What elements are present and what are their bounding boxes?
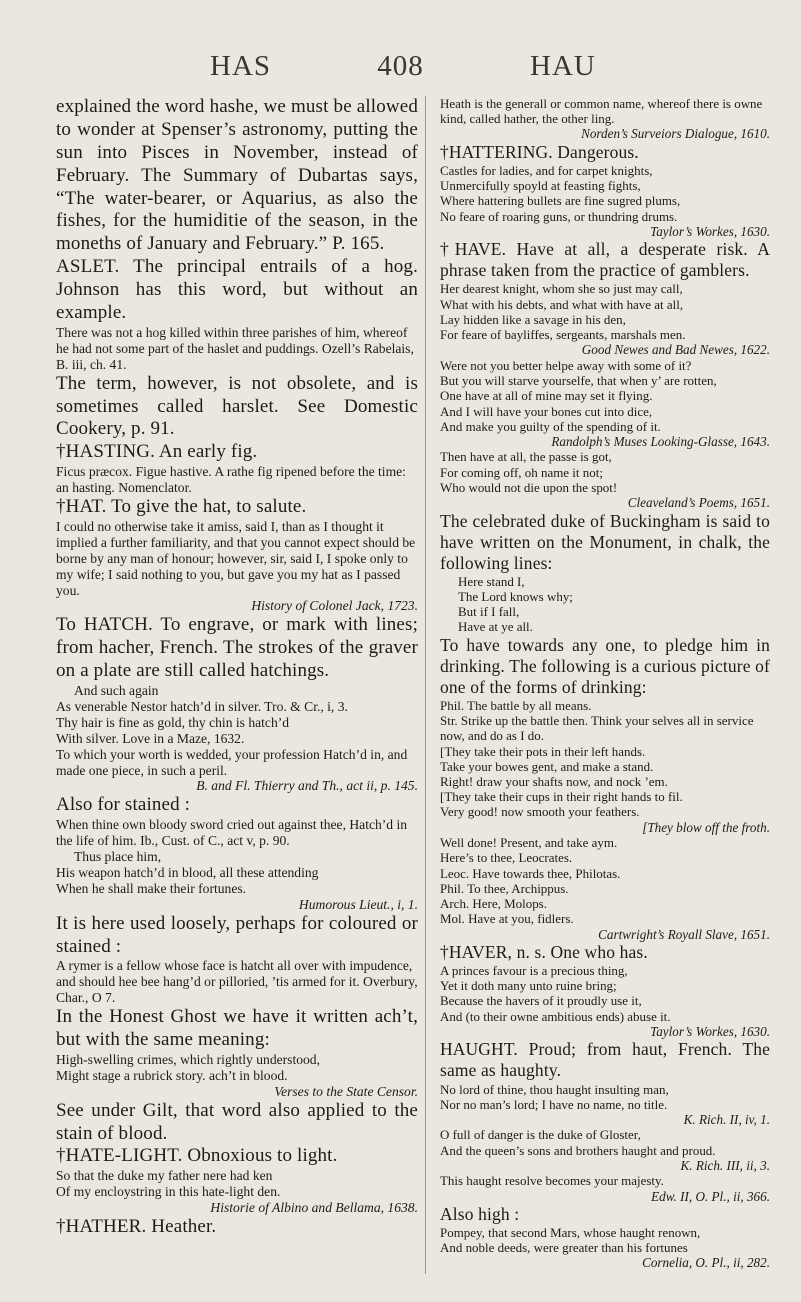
quotation-line: Here stand I, [458,573,525,589]
quotation-line: [They take their pots in their left hands. [440,743,646,759]
quotation-line: Phil. To thee, Archippus. [440,880,569,896]
entry-paragraph: It is here used loosely, perhaps for coloured or stained : [56,912,418,957]
quotation-line: High-swelling crimes, which rightly understood, [56,1051,320,1067]
citation: [They blow off the froth. [642,819,770,835]
header-right-guideword: HAU [530,50,596,82]
entry-paragraph: To have towards any one, to pledge him in drinking. The following is a curious picture of one of the forms of drinking: [440,634,770,697]
quotation-line: Then have at all, the passe is got, [440,449,612,465]
entry-paragraph: ASLET. The principal entrails of a hog. Johnson has this word, but without an example. [56,256,418,324]
quotation-line: And noble deeds, were greater than his fortunes [440,1240,688,1256]
quotation-line: A rymer is a fellow whose face is hatcht all over with impudence, and should hee bee hang’d or pilloried, ’tis armed for it. Overbury, Char., O 7. [56,958,418,1006]
quotation-line: With silver. Love in a Maze, 1632. [56,730,245,746]
quotation-line: For coming off, oh name it not; [440,464,603,480]
quotation-line: Might stage a rubrick story. ach’t in blood. [56,1067,288,1083]
quotation-line: What with his debts, and what with have at all, [440,296,684,312]
quotation-line: But if I fall, [458,604,520,620]
quotation-line: And the queen’s sons and brothers haught and proud. [440,1142,716,1158]
quotation-line: Thy hair is fine as gold, thy chin is hatch’d [56,714,290,730]
quotation-line: When he shall make their fortunes. [56,880,247,896]
citation: Cornelia, O. Pl., ii, 282. [642,1255,770,1271]
citation: History of Colonel Jack, 1723. [251,598,418,614]
entry-paragraph: explained the word hashe, we must be allowed to wonder at Spenser’s astronomy, putting the sun into Pisces in November, instead of February. The Summary of Dubartas says, “The water-bearer, or Aquarius, as also the fishes, for the humiditie of the season, in the moneths of January and February.” P. 165. [56,96,418,255]
quotation-line: No lord of thine, thou haught insulting man, [440,1081,669,1097]
entry-paragraph: †HAVER, n. s. One who has. [440,941,648,962]
entry-paragraph: HAUGHT. Proud; from haut, French. The same as haughty. [440,1039,770,1081]
quotation-line: As venerable Nestor hatch’d in silver. Tro. & Cr., i, 3. [56,698,348,714]
citation: Good Newes and Bad Newes, 1622. [581,342,770,358]
quotation-line: O full of danger is the duke of Gloster, [440,1127,641,1143]
quotation-line: Were not you better helpe away with some of it? [440,357,692,373]
quotation-line: Str. Strike up the battle then. Think your selves all in service now, and do as I do. [440,713,754,744]
entry-paragraph: †HAVE. Have at all, a desperate risk. A phrase taken from the practice of gamblers. [440,239,770,281]
quotation-line: Yet it doth many unto ruine bring; [440,978,617,994]
quotation-line: Ficus præcox. Figue hastive. A rathe fig ripened before the time: an hasting. Nomenclator. [56,464,406,496]
quotation-line: So that the duke my father nere had ken [56,1168,273,1184]
entry-paragraph: In the Honest Ghost we have it written ach’t, but with the same meaning: [56,1006,418,1051]
quotation-line: And make you guilty of the spending of it. [440,418,661,434]
left-column [56,96,418,1239]
quotation-line: There was not a hog killed within three parishes of him, whereof he had not some part of the haslet and puddings. Ozell’s Rabelais, B. iii, ch. 41. [56,324,414,372]
citation: Taylor’s Workes, 1630. [650,223,770,239]
entry-paragraph: †HATE-LIGHT. Obnoxious to light. [56,1145,338,1167]
citation: Norden’s Surveiors Dialogue, 1610. [581,126,770,142]
quotation-line: Right! draw your shafts now, and nock ’em. [440,774,668,789]
quotation-line: To which your worth is wedded, your profession Hatch’d in, and made one piece, in such a peril. [56,746,408,778]
quotation-line: Arch. Here, Molops. [440,896,547,912]
quotation-line: Have at ye all. [458,619,533,635]
entry-paragraph: To HATCH. To engrave, or mark with lines; from hacher, French. The strokes of the graver on a plate are still called hatchings. [56,614,418,682]
quotation-line: And (to their owne ambitious ends) abuse it. [440,1008,671,1024]
quotation-line: But you will starve yourselfe, that when y’ are rotten, [440,373,717,389]
quotation-line: Pompey, that second Mars, whose haught renown, [440,1225,701,1240]
quotation-line: Lay hidden like a savage in his den, [440,311,626,327]
entry-paragraph: †HATHER. Heather. [56,1216,217,1238]
quotation-line: Because the havers of it proudly use it, [440,993,642,1009]
entry-paragraph: Also for stained : [56,794,191,816]
quotation-line: His weapon hatch’d in blood, all these attending [56,864,319,880]
quotation-line: A princes favour is a precious thing, [440,963,628,979]
quotation-line: No feare of roaring guns, or thundring drums. [440,208,678,224]
citation: B. and Fl. Thierry and Th., act ii, p. 145. [196,778,418,794]
citation: Edw. II, O. Pl., ii, 366. [651,1188,770,1204]
quotation-line: I could no otherwise take it amiss, said I, than as I thought it implied a further familiarity, and that you cannot expect should be borne by any man of honour; however, sir, said I, I spoke only to my wife; I said nothing to you, but gave you my hat as I passed you. [56,518,416,598]
quotation-line: This haught resolve becomes your majesty. [440,1173,664,1189]
entry-paragraph: See under Gilt, that word also applied to the stain of blood. [56,1099,418,1144]
quotation-line: And I will have your bones cut into dice, [440,403,653,419]
quotation-line: Where hattering bullets are fine sugred plums, [440,193,681,209]
quotation-line: Heath is the generall or common name, whereof there is owne kind, called hather, the other ling. [440,96,763,127]
citation: Cleaveland’s Poems, 1651. [627,495,770,511]
entry-paragraph: †HASTING. An early fig. [56,441,258,463]
quotation-line: Phil. The battle by all means. [440,697,592,713]
quotation-line: Castles for ladies, and for carpet knights, [440,162,653,178]
citation: Historie of Albino and Bellama, 1638. [210,1200,418,1216]
quotation-line: Leoc. Have towards thee, Philotas. [440,865,621,881]
quotation-line: Thus place him, [74,849,162,865]
quotation-line: And such again [74,683,159,698]
entry-paragraph: †HAT. To give the hat, to salute. [56,496,307,517]
quotation-line: Very good! now smooth your feathers. [440,804,640,820]
quotation-line: For feare of bayliffes, sergeants, marshals men. [440,327,686,343]
header-left-guideword: HAS [210,50,272,82]
quotation-line: Mol. Have at you, fidlers. [440,911,574,927]
quotation-line: Her dearest knight, whom she so just may call, [440,281,683,297]
quotation-line: When thine own bloody sword cried out against thee, Hatch’d in the life of him. Ib., Cust. of C., act v, p. 90. [56,817,408,849]
citation: Randolph’s Muses Looking-Glasse, 1643. [551,433,770,449]
citation: Taylor’s Workes, 1630. [650,1023,770,1039]
citation: Verses to the State Censor. [274,1083,418,1099]
entry-paragraph: Also high : [440,1203,520,1224]
quotation-line: Here’s to thee, Leocrates. [440,850,573,866]
quotation-line: Who would not die upon the spot! [440,479,618,495]
citation: Humorous Lieut., i, 1. [298,896,418,912]
quotation-line: One have at all of mine may set it flying. [440,388,653,404]
entry-paragraph: The celebrated duke of Buckingham is said to have written on the Monument, in chalk, the following lines: [440,510,770,573]
entry-paragraph: †HATTERING. Dangerous. [440,141,639,162]
right-column [440,96,770,1271]
citation: K. Rich. II, iv, 1. [683,1111,770,1127]
quotation-line: Well done! Present, and take aym. [440,835,618,851]
quotation-line: [They take their cups in their right hands to fil. [440,789,683,805]
quotation-line: Unmercifully spoyld at feasting fights, [440,178,641,194]
entry-paragraph: The term, however, is not obsolete, and is sometimes called harslet. See Domestic Cookery, p. 91. [56,372,418,440]
quotation-line: Take your bowes gent, and make a stand. [440,758,654,774]
quotation-line: Of my encloystring in this hate-light den. [56,1184,281,1200]
column-divider [425,96,426,1274]
citation: Cartwright’s Royall Slave, 1651. [598,926,770,942]
page-header [0,50,801,84]
quotation-line: Nor no man’s lord; I have no name, no title. [440,1096,668,1112]
page-number: 408 [377,50,424,82]
quotation-line: The Lord knows why; [458,588,573,604]
citation: K. Rich. III, ii, 3. [680,1157,770,1173]
